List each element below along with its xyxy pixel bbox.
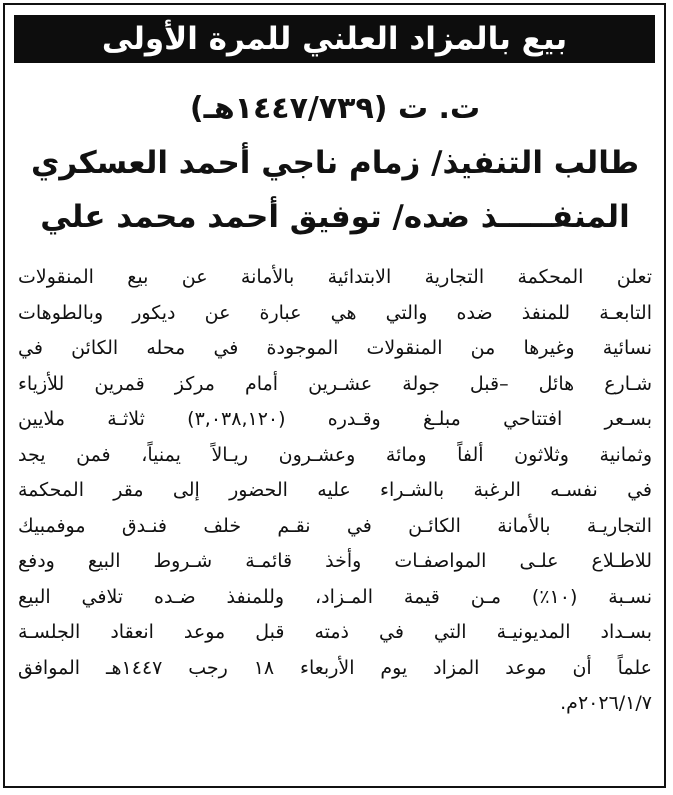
body-line-date: ٢٠٢٦/١/٧م. [560, 692, 652, 714]
body-line: التجاريـة بالأمانة الكائـن في نقـم خلف فنـدق موفمبيك [18, 514, 652, 537]
notice-body [18, 260, 652, 722]
banner-title: بيع بالمزاد العلني للمرة الأولى [101, 21, 568, 57]
execution-applicant: طالب التنفيذ/ زمام ناجي أحمد العسكري [30, 145, 640, 181]
body-line: التابعـة للمنفذ ضده والتي هي عبارة عن ديكور وبالطوهات [18, 301, 652, 324]
body-line: شـارع هائل –قبل جولة عشـرين أمام مركز قمرين للأزياء [18, 372, 652, 395]
notice-frame [3, 3, 666, 788]
body-line: وثمانية وثلاثون ألفاً ومائة وعشـرون ريـالاً يمنياً، فمن يجد [18, 443, 652, 466]
body-line: بسـداد المديونيـة التي في ذمته قبل موعد انعقاد الجلسـة [18, 621, 652, 643]
body-line: للاطـلاع علـى المواصفـات وأخذ قائمـة شـروط البيع ودفع [18, 550, 652, 572]
body-line: بسـعر افتتاحي مبلـغ وقـدره (٣,٠٣٨,١٢٠) ثلاثـة ملايين [18, 408, 652, 430]
body-line: نسائية وغيرها من المنقولات الموجودة في محله الكائن في [18, 337, 652, 359]
body-line: في نفسـه الرغبة بالشـراء عليه الحضور إلى مقر المحكمة [18, 479, 652, 501]
case-number: ت. ت (١٤٤٧/٧٣٩هـ) [189, 91, 481, 126]
body-line: علماً أن موعد المزاد يوم الأربعاء ١٨ رجب ١٤٤٧هـ الموافق [18, 656, 652, 679]
execution-respondent: المنفـــــذ ضده/ توفيق أحمد محمد علي [40, 199, 630, 235]
body-line: نسـبة (١٠٪) مـن قيمة المـزاد، وللمنفذ ضـده تلافي البيع [18, 585, 652, 608]
body-line: تعلن المحكمة التجارية الابتدائية بالأمانة عن بيع المنقولات [18, 266, 652, 288]
notice-banner [14, 15, 655, 63]
